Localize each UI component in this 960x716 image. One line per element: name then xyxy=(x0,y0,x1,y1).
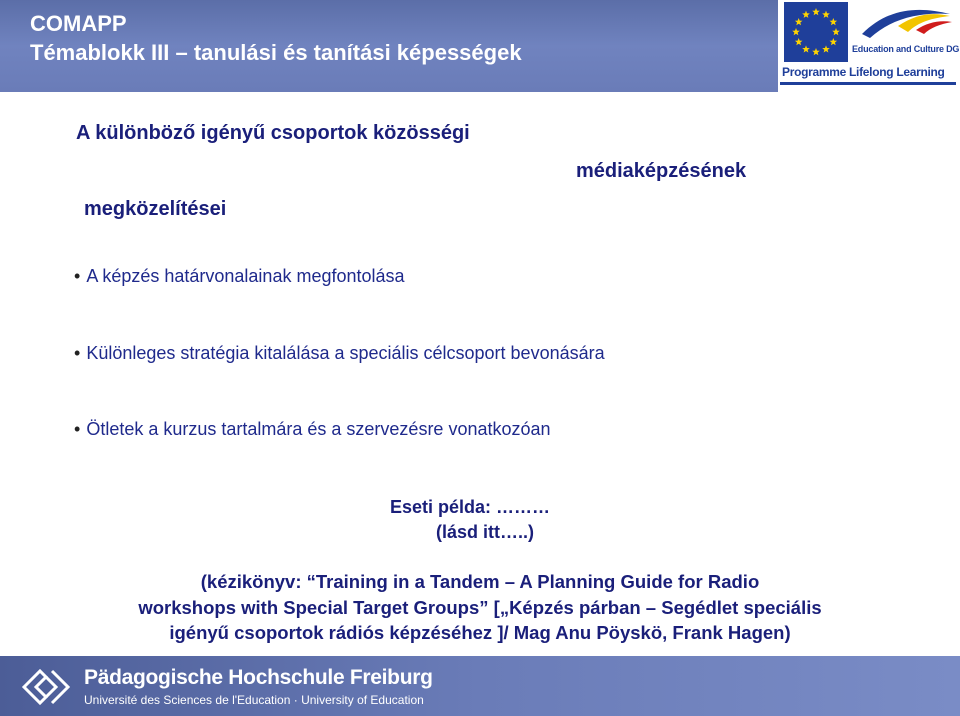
example-label: Eseti példa: ……… xyxy=(390,497,551,517)
section-heading-line2: médiaképzésének xyxy=(576,160,747,182)
see-here-link[interactable]: (lásd itt…..) xyxy=(436,522,534,542)
edu-culture-label: Education and Culture DG xyxy=(852,44,960,54)
eu-star-icon xyxy=(822,11,830,18)
header-banner xyxy=(0,0,960,92)
footer-institution: Pädagogische Hochschule Freiburg xyxy=(84,666,433,689)
bullet-dot-icon: • xyxy=(74,266,81,286)
eu-star-icon xyxy=(795,18,803,25)
reference-line-2: workshops with Special Target Groups” [„Képzés párban – Segédlet speciális xyxy=(138,597,822,618)
llp-banner xyxy=(780,64,956,85)
reference-line-3: igényű csoportok rádiós képzéséhez ]/ Mag Anu Pöyskö, Frank Hagen) xyxy=(169,622,791,643)
footer-institution-sub: Université des Sciences de l'Education · University of Education xyxy=(84,693,424,707)
bullet-item xyxy=(74,266,405,287)
bullet-text: Ötletek a kurzus tartalmára és a szervezésre vonatkozóan xyxy=(86,419,551,439)
eu-star-icon xyxy=(830,38,838,45)
bullet-item xyxy=(74,343,605,364)
eu-star-icon xyxy=(792,28,800,35)
eu-star-icon xyxy=(830,18,838,25)
bullet-dot-icon: • xyxy=(74,419,81,439)
bullet-text: Különleges stratégia kitalálása a speciális célcsoport bevonására xyxy=(86,343,605,363)
logos-panel xyxy=(778,0,960,92)
eu-star-icon xyxy=(832,28,840,35)
eu-star-icon xyxy=(795,38,803,45)
eu-star-icon xyxy=(802,11,810,18)
llp-label: Programme Lifelong Learning xyxy=(782,65,945,79)
eu-star-icon xyxy=(822,45,830,52)
reference-line-1: (kézikönyv: “Training in a Tandem – A Planning Guide for Radio xyxy=(200,571,760,592)
eu-star-icon xyxy=(802,45,810,52)
header-title: COMAPP xyxy=(30,11,127,36)
header-titles xyxy=(30,10,522,68)
bullet-text: A képzés határvonalainak megfontolása xyxy=(86,266,405,286)
footer-banner xyxy=(0,656,960,716)
eu-star-icon xyxy=(812,48,820,55)
header-subtitle: Témablokk III – tanulási és tanítási képességek xyxy=(30,40,522,65)
section-heading-line1: A különböző igényű csoportok közösségi xyxy=(76,122,470,144)
bullet-dot-icon: • xyxy=(74,343,81,363)
eu-star-icon xyxy=(812,8,820,15)
section-heading-line3: megközelítései xyxy=(84,198,227,220)
swoosh-logo-icon xyxy=(858,4,954,47)
bullet-item xyxy=(74,419,551,440)
eu-flag-icon xyxy=(784,2,848,62)
ph-freiburg-logo-icon xyxy=(20,666,72,713)
